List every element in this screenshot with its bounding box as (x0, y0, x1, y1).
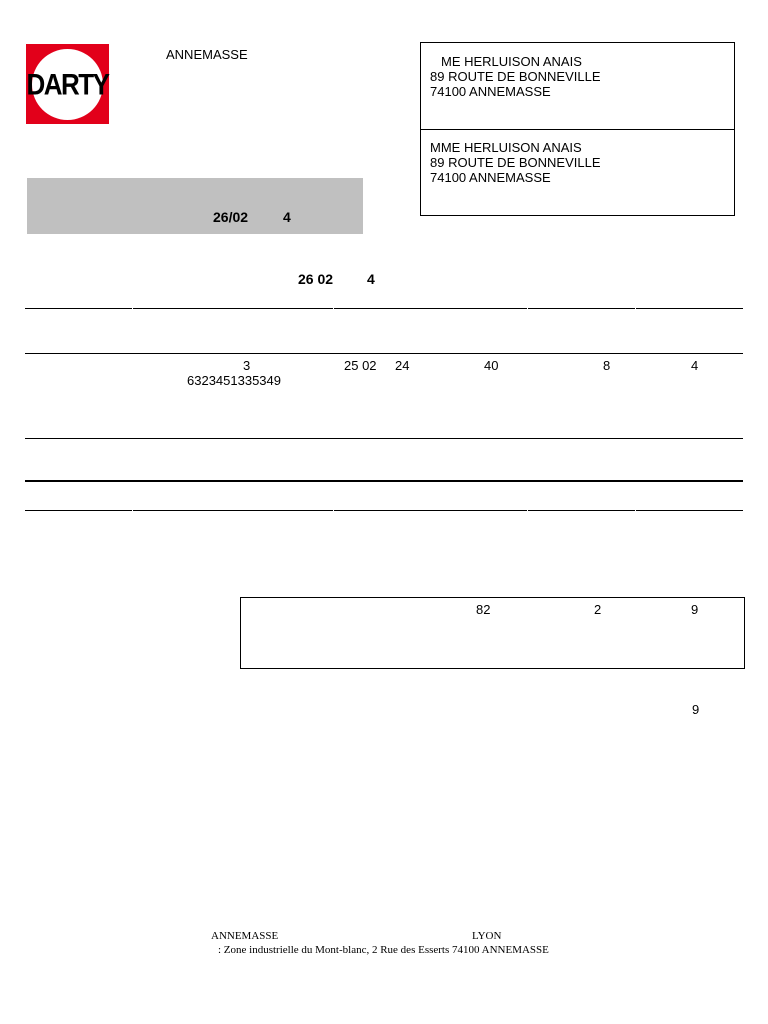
totals-total: 9 (691, 602, 699, 617)
secondary-date: 26 02 (298, 271, 334, 287)
item-tax: 8 (603, 358, 611, 373)
grand-total: 9 (692, 702, 700, 717)
table-rule-item (25, 438, 743, 439)
billing-street: 89 ROUTE DE BONNEVILLE (430, 155, 601, 170)
totals-box (240, 597, 745, 669)
invoice-date-band (27, 178, 363, 234)
table-rule-header (25, 353, 743, 354)
item-reference: 6323451335349 (187, 373, 281, 388)
shipping-name: ME HERLUISON ANAIS (441, 54, 582, 69)
item-day: 24 (395, 358, 410, 373)
footer-address: : Zone industrielle du Mont-blanc, 2 Rue des Esserts 74100 ANNEMASSE (218, 944, 549, 956)
item-date: 25 02 (344, 358, 377, 373)
item-total: 4 (691, 358, 699, 373)
store-city: ANNEMASSE (166, 47, 248, 62)
address-box (420, 42, 735, 216)
shipping-street: 89 ROUTE DE BONNEVILLE (430, 69, 601, 84)
darty-logo (26, 44, 109, 124)
address-divider (421, 129, 734, 130)
item-quantity: 3 (243, 358, 251, 373)
billing-city: 74100 ANNEMASSE (430, 170, 551, 185)
table-rule-thick (25, 480, 743, 482)
totals-tax: 2 (594, 602, 602, 617)
invoice-date: 26/02 (213, 209, 249, 225)
secondary-date-suffix: 4 (367, 271, 375, 287)
totals-amount: 82 (476, 602, 491, 617)
shipping-city: 74100 ANNEMASSE (430, 84, 551, 99)
item-price: 40 (484, 358, 499, 373)
footer-right-city: LYON (472, 930, 502, 942)
invoice-date-suffix: 4 (283, 209, 291, 225)
footer-left-city: ANNEMASSE (211, 930, 279, 942)
logo-text: DARTY (26, 66, 109, 102)
billing-name: MME HERLUISON ANAIS (430, 140, 582, 155)
